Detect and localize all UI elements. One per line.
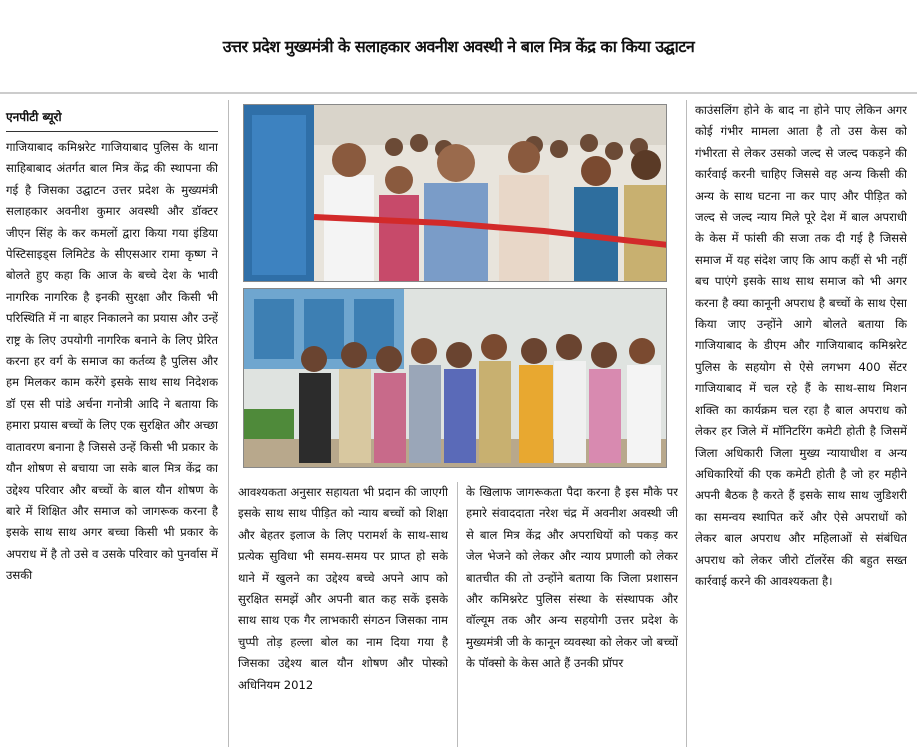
byline: एनपीटी ब्यूरो [6,110,62,124]
headline: उत्तर प्रदेश मुख्यमंत्री के सलाहकार अवनीश अवस्थी ने बाल मित्र केंद्र का किया उद्घाटन [222,37,695,56]
article-column-4: काउंसलिंग होने के बाद ना होने पाए लेकिन अगर कोई गंभीर मामला आता है तो उस केस को गंभीरता से लेकर उसको जल्द से जल्द पकड़ने की कार्रवाई करनी चाहिए जिससे वह अन्य किसी की अन्य के साथ घटना ना कर पाए और पीड़ित को जल्द से जल्द न्याय मिले पूरे देश में बाल अपराधी के केस में फांसी की सजा तक दी गई है जिससे समाज में यह संदेश जाए कि आप कहीं से भी नहीं बच पाएंगे इसके साथ साथ समाज को भी अगर करना है क्या कानूनी अपराध है बच्चों के साथ ऐसा किया जाए उन्होंने आगे बोलते बताया कि गाजियाबाद के डीएम और गाजियाबाद कमिश्नरेट पुलिस के सहयोग से ऐसे लगभग 400 सेंटर गाजियाबाद में चल रहे हैं के साथ-साथ मिशन शक्ति का कार्यक्रम चल रहा है बाल अपराध को लेकर हर जिले में मॉनिटरिंग कमेटी होती है जिसमें जिला अधिकारी जिला मुख्य न्यायाधीश व अन्य अधिकारियों की एक कमेटी होती है जो हर महीने अपनी बैठक है करते हैं इसके साथ साथ जुडिशरी का समन्वय स्थापित करें और ऐसे अपराधों को लेकर बाल अपराध और महिलाओं से संबंधित अपराध को लेकर जीरो टॉलरेंस की बहुत सख्त कार्रवाई करने की आवश्यकता है। [695,103,907,588]
article-column-1: गाजियाबाद कमिश्नरेट गाजियाबाद पुलिस के थाना साहिबाबाद अंतर्गत बाल मित्र केंद्र की स्थापना की गई है जिसका उद्घाटन उत्तर प्रदेश के मुख्यमंत्री सलाहकार अवनीश कुमार अवस्थी और डॉक्टर जीएन सिंह के कर कमलों द्वारा किया गया इंडिया पेस्टिसाइड्स लिमिटेड के सीएसआर रामा कृष्ण ने बोलते हुए कहा कि आज के बच्चे देश के भावी नागरिक नागरिक है इनकी सुरक्षा और किसी भी परिस्थिति में ना बाहर निकालने का प्रयास और उन्हें राष्ट्र के लिए उपयोगी नागरिक बनाने के लिए प्रेरित करना हर वर्ग के समाज का कर्तव्य है पुलिस और हम मिलकर काम करेंगे इसके साथ साथ निदेशक डॉ एस सी पांडे अर्चना गनोत्री आदि ने बताया कि हमारा प्रयास बच्चों के लिए एक सुरक्षित और अच्छा वातावरण बनाना है जिससे उन्हें किसी भी प्रकार के यौन शोषण से बचाया जा सके बाल मित्र केंद्र का उद्देश्य परिवार और बच्चों के बाल यौन शोषण के बारे में शिक्षित और समाज को जागरूक करना है इसके साथ साथ अगर बच्चा किसी भी प्रकार के अपराध में है तो उसे व उसके परिवार को पुनर्वास में उसकी [6,140,218,583]
column-divider [686,100,687,747]
headline-divider [0,92,917,94]
article-column-2: आवश्यकता अनुसार सहायता भी प्रदान की जाएगी इसके साथ साथ पीड़ित को न्याय बच्चों को शिक्षा और बेहतर इलाज के लिए परामर्श के साथ-साथ प्रत्येक सुविधा भी समय-समय पर प्राप्त हो सके थाने में खुलने का उद्देश्य बच्चे अपने आप को सुरक्षित समझें और अपनी बात कह सकें इसके साथ साथ एक गैर लाभकारी संगठन जिसका नाम चुप्पी तोड़ हल्ला बोल का नाम दिया गया है जिसका उद्देश्य बाल यौन शोषण और पोस्को अधिनियम 2012 [238,485,448,692]
article-column-3: के खिलाफ जागरूकता पैदा करना है इस मौके पर हमारे संवाददाता नरेश चंद्र में अवनीश अवस्थी जी से बाल मित्र केंद्र और अपराधियों को पकड़ कर जेल भेजने को लेकर और न्याय प्रणाली को लेकर बातचीत की तो उन्होंने बताया कि जिला प्रशासन और कमिश्नरेट पुलिस संस्था के संस्थापक और वॉल्यूम तक और अन्य सहयोगी उत्तर प्रदेश के मुख्यमंत्री जी के कानून व्यवस्था को लेकर जो बच्चों के पॉक्सो के केस आते हैं उनकी प्रॉपर [466,485,678,671]
ribbon-cutting-photo [243,104,667,282]
column-divider [457,482,458,747]
byline-divider [6,131,218,132]
group-photo [243,288,667,468]
photo-group-women-icon [244,289,667,468]
photo-ribbon-cutting-icon [244,105,667,282]
column-divider [228,100,229,747]
